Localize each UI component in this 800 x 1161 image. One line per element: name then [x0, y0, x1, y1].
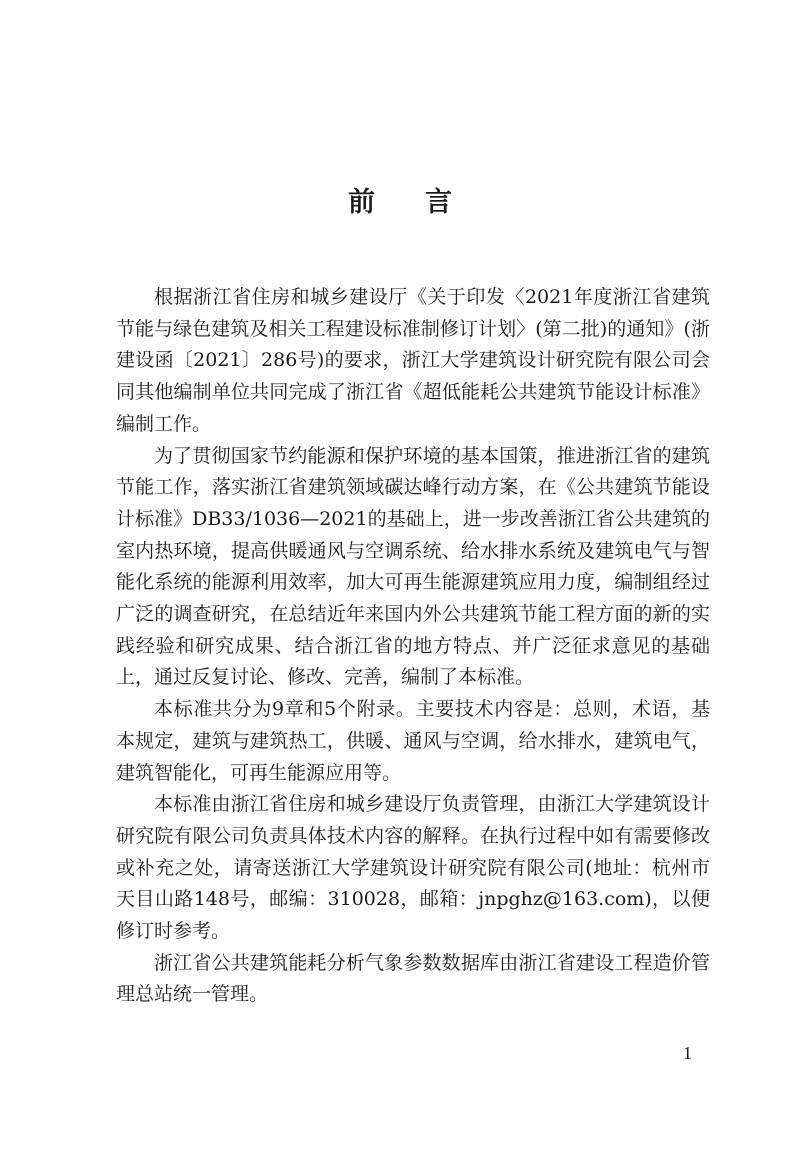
page-title: 前言	[348, 187, 502, 218]
page-number: 1	[683, 1043, 692, 1063]
paragraph-2: 为了贯彻国家节约能源和保护环境的基本国策，推进浙江省的建筑节能工作，落实浙江省建筑领域碳达峰行动方案，在《公共建筑节能设计标准》DB33/1036—2021的基础上，进一步改善浙江省公共建筑的室内热环境，提高供暖通风与空调系统、给水排水系统及建筑电气与智能化系统的能源利用效率，加大可再生能源建筑应用力度，编制组经过广泛的调查研究，在总结近年来国内外公共建筑节能工程方面的新的实践经验和研究成果、结合浙江省的地方特点、并广泛征求意见的基础上，通过反复讨论、修改、完善，编制了本标准。	[116, 444, 710, 689]
paragraph-3: 本标准共分为9章和5个附录。主要技术内容是：总则，术语，基本规定，建筑与建筑热工，供暖、通风与空调，给水排水，建筑电气，建筑智能化，可再生能源应用等。	[116, 698, 710, 784]
paragraph-1: 根据浙江省住房和城乡建设厅《关于印发〈2021年度浙江省建筑节能与绿色建筑及相关工程建设标准制修订计划〉(第二批)的通知》(浙建设函〔2021〕286号)的要求，浙江大学建筑设计研究院有限公司会同其他编制单位共同完成了浙江省《超低能耗公共建筑节能设计标准》编制工作。	[116, 286, 710, 435]
body-text	[116, 282, 710, 1011]
paragraph-4: 本标准由浙江省住房和城乡建设厅负责管理，由浙江大学建筑设计研究院有限公司负责具体技术内容的解释。在执行过程中如有需要修改或补充之处，请寄送浙江大学建筑设计研究院有限公司(地址：杭州市天目山路148号，邮编：310028，邮箱：jnpghz@163.com)，以便修订时参考。	[116, 793, 710, 943]
paragraph-5: 浙江省公共建筑能耗分析气象参数数据库由浙江省建设工程造价管理总站统一管理。	[116, 951, 710, 1006]
